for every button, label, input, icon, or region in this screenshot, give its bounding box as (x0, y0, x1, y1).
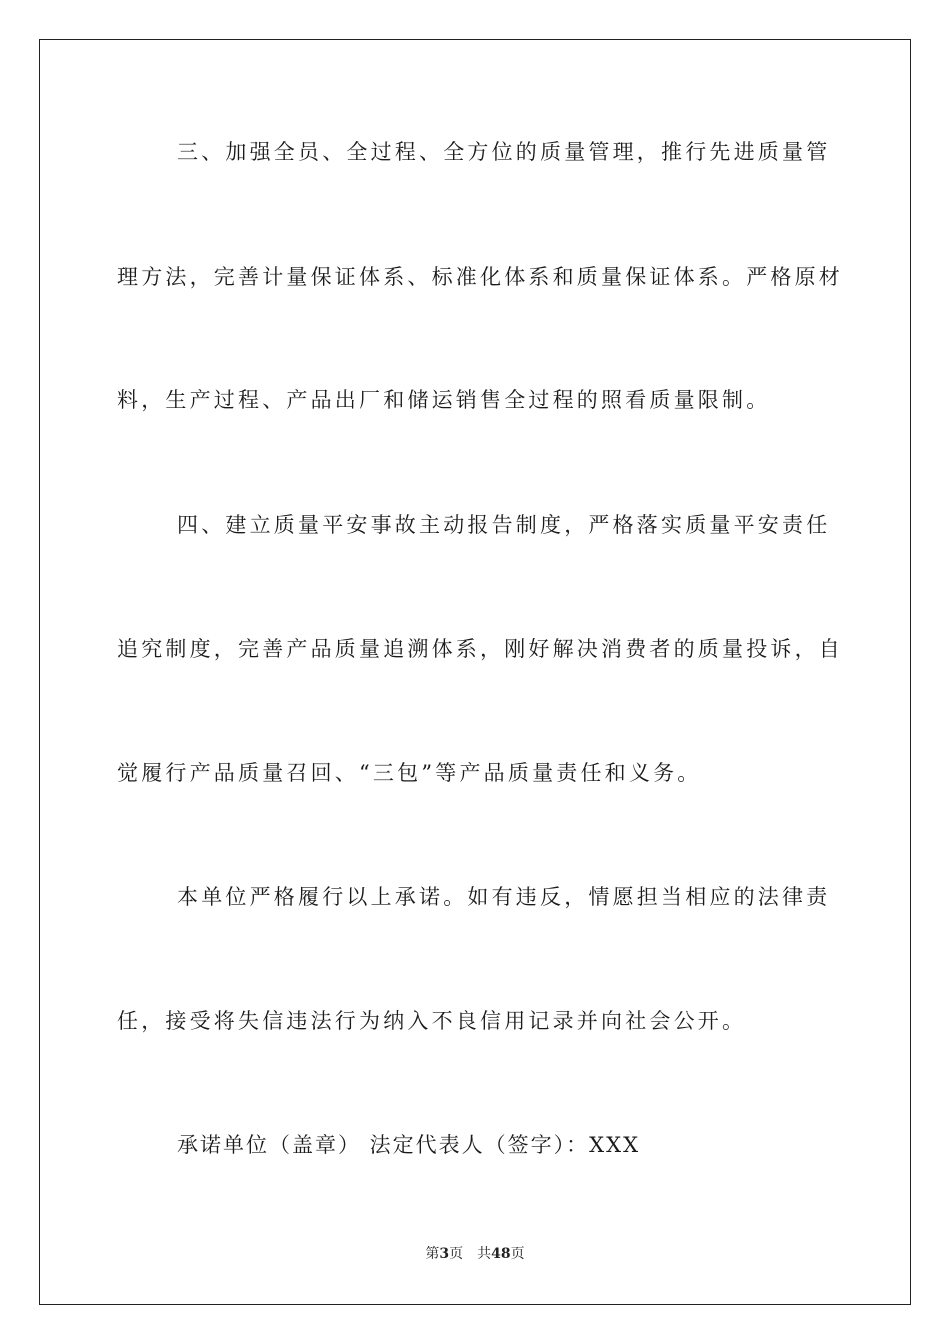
footer-page-suffix: 页 (449, 1246, 464, 1262)
footer-page-number: 3 (439, 1246, 450, 1262)
footer-total-pages: 48 (491, 1246, 511, 1262)
footer-total-suffix: 页 (510, 1246, 525, 1262)
paragraph-3-line-2: 理方法，完善计量保证体系、标准化体系和质量保证体系。严格原材 (117, 265, 843, 289)
paragraph-4-line-3: 觉履行产品质量召回、“三包”等产品质量责任和义务。 (117, 761, 702, 785)
footer-page-prefix: 第 (425, 1246, 440, 1262)
paragraph-3-line-3: 料，生产过程、产品出厂和储运销售全过程的照看质量限制。 (117, 388, 771, 412)
page-border (39, 39, 911, 1305)
paragraph-4-line-2: 追究制度，完善产品质量追溯体系，刚好解决消费者的质量投诉，自 (117, 637, 843, 661)
page-footer (0, 1244, 950, 1264)
commitment-line-2: 任，接受将失信违法行为纳入不良信用记录并向社会公开。 (117, 1009, 747, 1033)
commitment-line-1: 本单位严格履行以上承诺。如有违反，情愿担当相应的法律责 (177, 885, 831, 909)
footer-total-prefix: 共 (477, 1246, 492, 1262)
paragraph-3-line-1: 三、加强全员、全过程、全方位的质量管理，推行先进质量管 (177, 140, 831, 164)
signature-line: 承诺单位（盖章） 法定代表人（签字）：XXX (177, 1133, 641, 1157)
paragraph-4-line-1: 四、建立质量平安事故主动报告制度，严格落实质量平安责任 (177, 513, 831, 537)
